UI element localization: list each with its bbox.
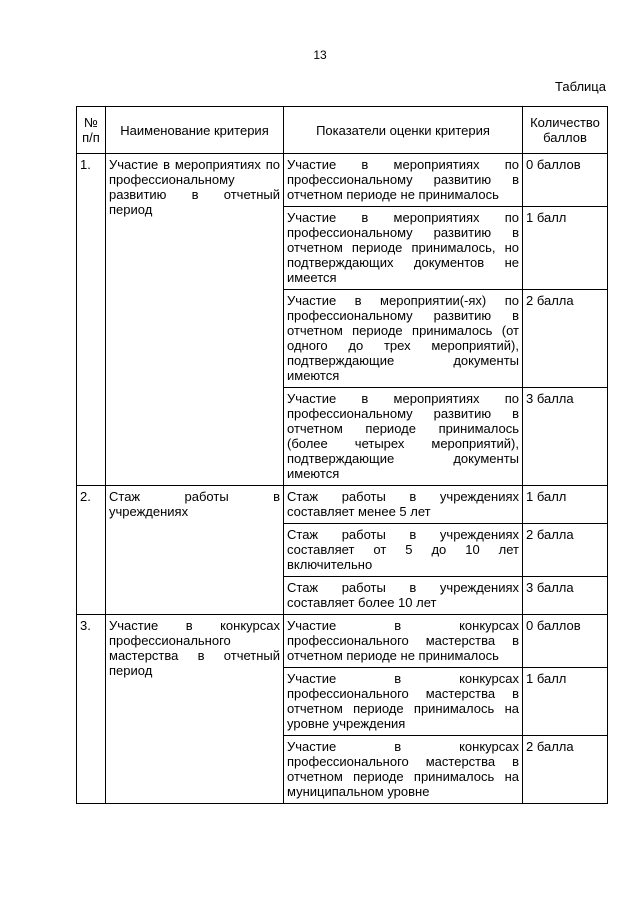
table-body bbox=[77, 154, 608, 804]
header-points: Количество баллов bbox=[523, 107, 608, 154]
criterion-name: Участие в конкурсах профессионального мастерства в отчетный период bbox=[106, 615, 284, 804]
table-row bbox=[77, 615, 608, 668]
table-header bbox=[77, 107, 608, 154]
criteria-table bbox=[76, 106, 608, 804]
indicator-cell: Стаж работы в учреждениях составляет от 5 до 10 лет включительно bbox=[284, 524, 523, 577]
indicator-cell: Участие в мероприятиях по профессиональному развитию в отчетном периоде принималось (более четырех мероприятий), подтверждающие документы имеются bbox=[284, 388, 523, 486]
indicator-cell: Участие в мероприятиях по профессиональному развитию в отчетном периоде принималось, но подтверждающих документов не имеется bbox=[284, 207, 523, 290]
criterion-number: 3. bbox=[77, 615, 106, 804]
criterion-name: Участие в мероприятиях по профессиональному развитию в отчетный период bbox=[106, 154, 284, 486]
header-name: Наименование критерия bbox=[106, 107, 284, 154]
points-cell: 1 балл bbox=[523, 207, 608, 290]
points-cell: 1 балл bbox=[523, 668, 608, 736]
table-row bbox=[77, 154, 608, 207]
indicator-cell: Стаж работы в учреждениях составляет менее 5 лет bbox=[284, 486, 523, 524]
criterion-name: Стаж работы в учреждениях bbox=[106, 486, 284, 615]
criterion-number: 1. bbox=[77, 154, 106, 486]
indicator-cell: Участие в мероприятии(-ях) по профессиональному развитию в отчетном периоде принималось (от одного до трех мероприятий), подтверждающие документы имеются bbox=[284, 290, 523, 388]
header-row bbox=[77, 107, 608, 154]
indicator-cell: Участие в конкурсах профессионального мастерства в отчетном периоде принималось на уровне учреждения bbox=[284, 668, 523, 736]
page-number: 13 bbox=[313, 48, 327, 62]
table-row bbox=[77, 486, 608, 524]
points-cell: 2 балла bbox=[523, 736, 608, 804]
points-cell: 3 балла bbox=[523, 577, 608, 615]
points-cell: 2 балла bbox=[523, 290, 608, 388]
points-cell: 0 баллов bbox=[523, 154, 608, 207]
indicator-cell: Участие в мероприятиях по профессиональному развитию в отчетном периоде не принималось bbox=[284, 154, 523, 207]
points-cell: 0 баллов bbox=[523, 615, 608, 668]
header-num: № п/п bbox=[77, 107, 106, 154]
header-indicator: Показатели оценки критерия bbox=[284, 107, 523, 154]
table-title: Таблица bbox=[555, 79, 606, 94]
indicator-cell: Участие в конкурсах профессионального мастерства в отчетном периоде принималось на муниципальном уровне bbox=[284, 736, 523, 804]
points-cell: 1 балл bbox=[523, 486, 608, 524]
points-cell: 3 балла bbox=[523, 388, 608, 486]
points-cell: 2 балла bbox=[523, 524, 608, 577]
indicator-cell: Участие в конкурсах профессионального мастерства в отчетном периоде не принималось bbox=[284, 615, 523, 668]
indicator-cell: Стаж работы в учреждениях составляет более 10 лет bbox=[284, 577, 523, 615]
criterion-number: 2. bbox=[77, 486, 106, 615]
